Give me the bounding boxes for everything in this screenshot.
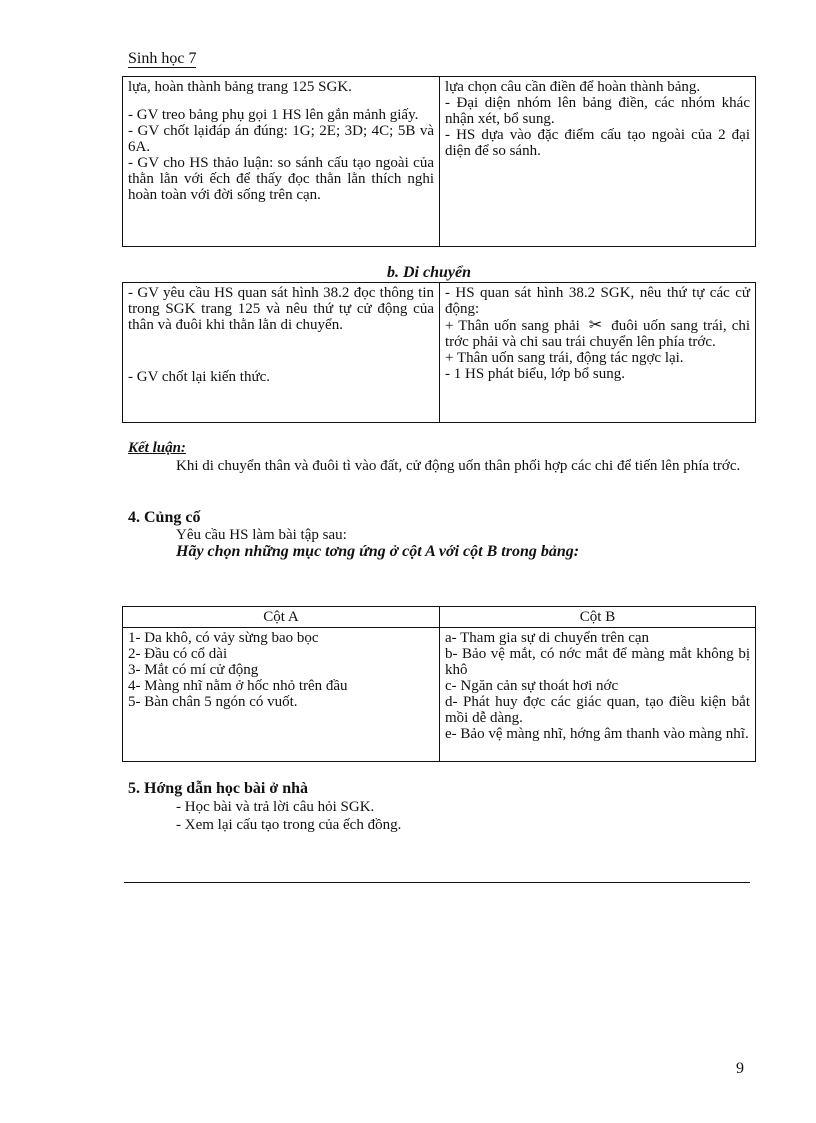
table-cell-text: + Thân uốn sang trái, động tác ngợc lại. xyxy=(445,350,684,366)
list-item: 3- Mắt có mí cử động xyxy=(128,662,259,678)
table-cell-text: - GV chốt lại kiến thức. xyxy=(128,369,270,385)
table-cell-text: - 1 HS phát biểu, lớp bổ sung. xyxy=(445,366,626,382)
teacher-column xyxy=(123,77,440,247)
table-row xyxy=(123,283,756,423)
homework-list xyxy=(176,798,401,834)
scissors-icon: ✂ xyxy=(588,315,603,334)
column-b-cell xyxy=(440,628,756,762)
page-header xyxy=(128,50,196,68)
spacer xyxy=(128,95,434,107)
column-a-header: Cột A xyxy=(123,607,440,628)
section-5-title: 5. Hớng dẫn học bài ở nhà xyxy=(128,780,308,797)
teacher-column xyxy=(123,283,440,423)
activity-table-2 xyxy=(122,282,756,423)
list-item: 5- Bàn chân 5 ngón có vuốt. xyxy=(128,694,298,710)
list-item: d- Phát huy đợc các giác quan, tạo điều kiện bắt mồi dễ dàng. xyxy=(445,694,750,726)
column-b-header: Cột B xyxy=(440,607,756,628)
table-row xyxy=(123,77,756,247)
list-item: 4- Màng nhĩ nằm ở hốc nhỏ trên đầu xyxy=(128,678,348,694)
table-cell-text: lựa chọn câu cần điền để hoàn thành bảng. xyxy=(445,79,701,95)
table-cell-text: - GV yêu cầu HS quan sát hình 38.2 đọc thông tin trong SGK trang 125 và nêu thứ tự cử động của thân và đuôi khi thằn lằn di chuyển. xyxy=(128,285,434,333)
movement-text: + Thân uốn sang phải xyxy=(445,318,580,334)
student-column xyxy=(440,283,756,423)
matching-table xyxy=(122,606,756,762)
table-cell-text: - GV treo bảng phụ gọi 1 HS lên gắn mảnh giấy. xyxy=(128,107,419,123)
section-b-title: b. Di chuyển xyxy=(387,264,471,281)
spacer xyxy=(128,333,434,369)
subject-label: Sinh học 7 xyxy=(128,50,197,67)
column-a-cell xyxy=(123,628,440,762)
activity-table-1 xyxy=(122,76,756,247)
list-item: e- Bảo vệ màng nhĩ, hớng âm thanh vào màng nhĩ. xyxy=(445,726,749,742)
list-item: - Xem lại cấu tạo trong của ếch đồng. xyxy=(176,817,402,833)
list-item: 1- Da khô, có vảy sừng bao bọc xyxy=(128,630,319,646)
table-cell-text: - GV cho HS thảo luận: so sánh cấu tạo ngoài của thằn lằn với ếch để thấy đọc thằn lằn thích nghi hoàn toàn với đời sống trên cạn. xyxy=(128,155,434,203)
list-item: - Học bài và trả lời câu hỏi SGK. xyxy=(176,799,375,815)
table-cell-text: - HS dựa vào đặc điểm cấu tạo ngoài của 2 đại diện để so sánh. xyxy=(445,127,750,159)
section-4-task: Hãy chọn những mục tơng ứng ở cột A với cột B trong bảng: xyxy=(176,543,580,560)
table-header-row xyxy=(123,607,756,628)
table-cell-text: lựa, hoàn thành bảng trang 125 SGK. xyxy=(128,79,352,95)
list-item: a- Tham gia sự di chuyển trên cạn xyxy=(445,630,650,646)
student-column xyxy=(440,77,756,247)
table-cell-text xyxy=(445,317,750,350)
conclusion-text: Khi di chuyển thân và đuôi tì vào đất, cử động uốn thân phối hợp các chi để tiến lên phía trớc. xyxy=(176,458,741,474)
movement-text: đuôi uốn sang trái, chi trớc phải và chi sau trái chuyển lên phía trớc. xyxy=(445,318,751,350)
list-item: c- Ngăn cản sự thoát hơi nớc xyxy=(445,678,619,694)
table-cell-text: - GV chốt lạiđáp án đúng: 1G; 2E; 3D; 4C; 5B và 6A. xyxy=(128,123,434,155)
table-row xyxy=(123,628,756,762)
section-4-instruction: Yêu cầu HS làm bài tập sau: xyxy=(176,527,347,543)
conclusion-label: Kết luận: xyxy=(128,440,186,456)
table-cell-text: - Đại diện nhóm lên bảng điền, các nhóm khác nhận xét, bổ sung. xyxy=(445,95,750,127)
table-cell-text: - HS quan sát hình 38.2 SGK, nêu thứ tự các cử động: xyxy=(445,285,750,317)
list-item: b- Bảo vệ mắt, có nớc mắt để màng mắt không bị khô xyxy=(445,646,750,678)
footer-divider xyxy=(124,882,750,883)
section-4-title: 4. Củng cố xyxy=(128,509,201,526)
list-item: 2- Đầu có cổ dài xyxy=(128,646,228,662)
page-number: 9 xyxy=(736,1060,744,1077)
